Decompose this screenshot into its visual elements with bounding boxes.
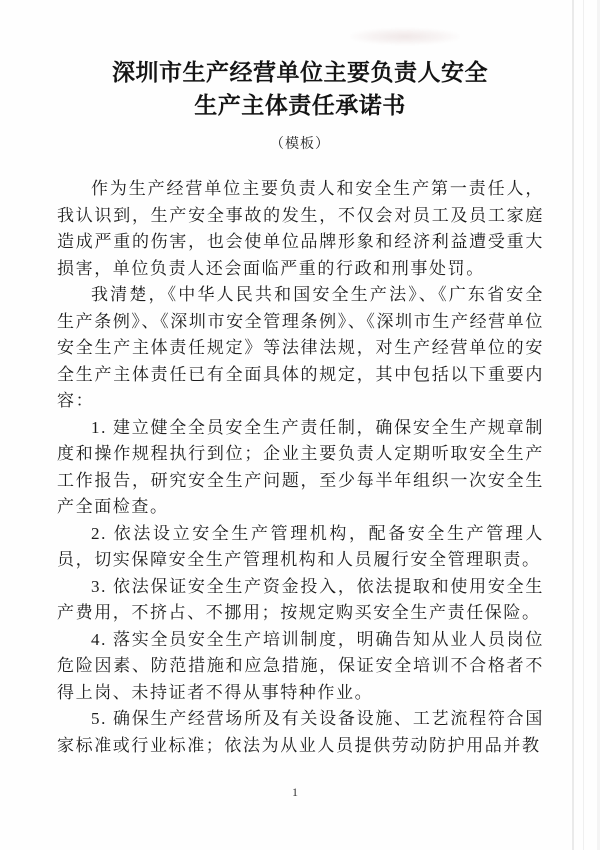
document-title	[0, 56, 600, 122]
paragraph: 5. 确保生产经营场所及有关设备设施、工艺流程符合国家标准或行业标准；依法为从业人员提供劳动防护用品并教	[57, 709, 544, 755]
title-line-2: 生产主体责任承诺书	[194, 92, 406, 118]
body-paragraphs	[57, 176, 544, 759]
title-line-1: 深圳市生产经营单位主要负责人安全	[112, 59, 488, 85]
document-subtitle: （模板）	[270, 137, 330, 152]
scan-edge-line	[583, 0, 584, 850]
paragraph: 2. 依法设立安全生产管理机构，配备安全生产管理人员，切实保障安全生产管理机构和人员履行安全管理职责。	[57, 523, 544, 569]
paragraph: 4. 落实全员安全生产培训制度，明确告知从业人员岗位危险因素、防范措施和应急措施，保证安全培训不合格者不得上岗、未持证者不得从事特种作业。	[57, 629, 544, 702]
document-header	[0, 0, 600, 153]
scan-edge-line	[572, 0, 574, 850]
scan-smudge-artifact	[350, 28, 460, 45]
paragraph: 我清楚，《中华人民共和国安全生产法》、《广东省安全生产条例》、《深圳市安全管理条例》、《深圳市生产经营单位安全生产主体责任规定》等法律法规，对生产经营单位的安全生产主体责任已有全面具体的规定，其中包括以下重要内容：	[57, 285, 544, 410]
page-number: 1	[292, 785, 298, 799]
paragraph: 1. 建立健全全员安全生产责任制，确保安全生产规章制度和操作规程执行到位；企业主要负责人定期听取安全生产工作报告，研究安全生产问题，至少每半年组织一次安全生产全面检查。	[57, 417, 544, 516]
paragraph: 3. 依法保证安全生产资金投入，依法提取和使用安全生产费用，不挤占、不挪用；按规定购买安全生产责任保险。	[57, 576, 544, 622]
paragraph: 作为生产经营单位主要负责人和安全生产第一责任人，我认识到，生产安全事故的发生，不仅会对员工及员工家庭造成严重的伤害，也会使单位品牌形象和经济利益遭受重大损害，单位负责人还会面临严重的行政和刑事处罚。	[57, 179, 544, 278]
